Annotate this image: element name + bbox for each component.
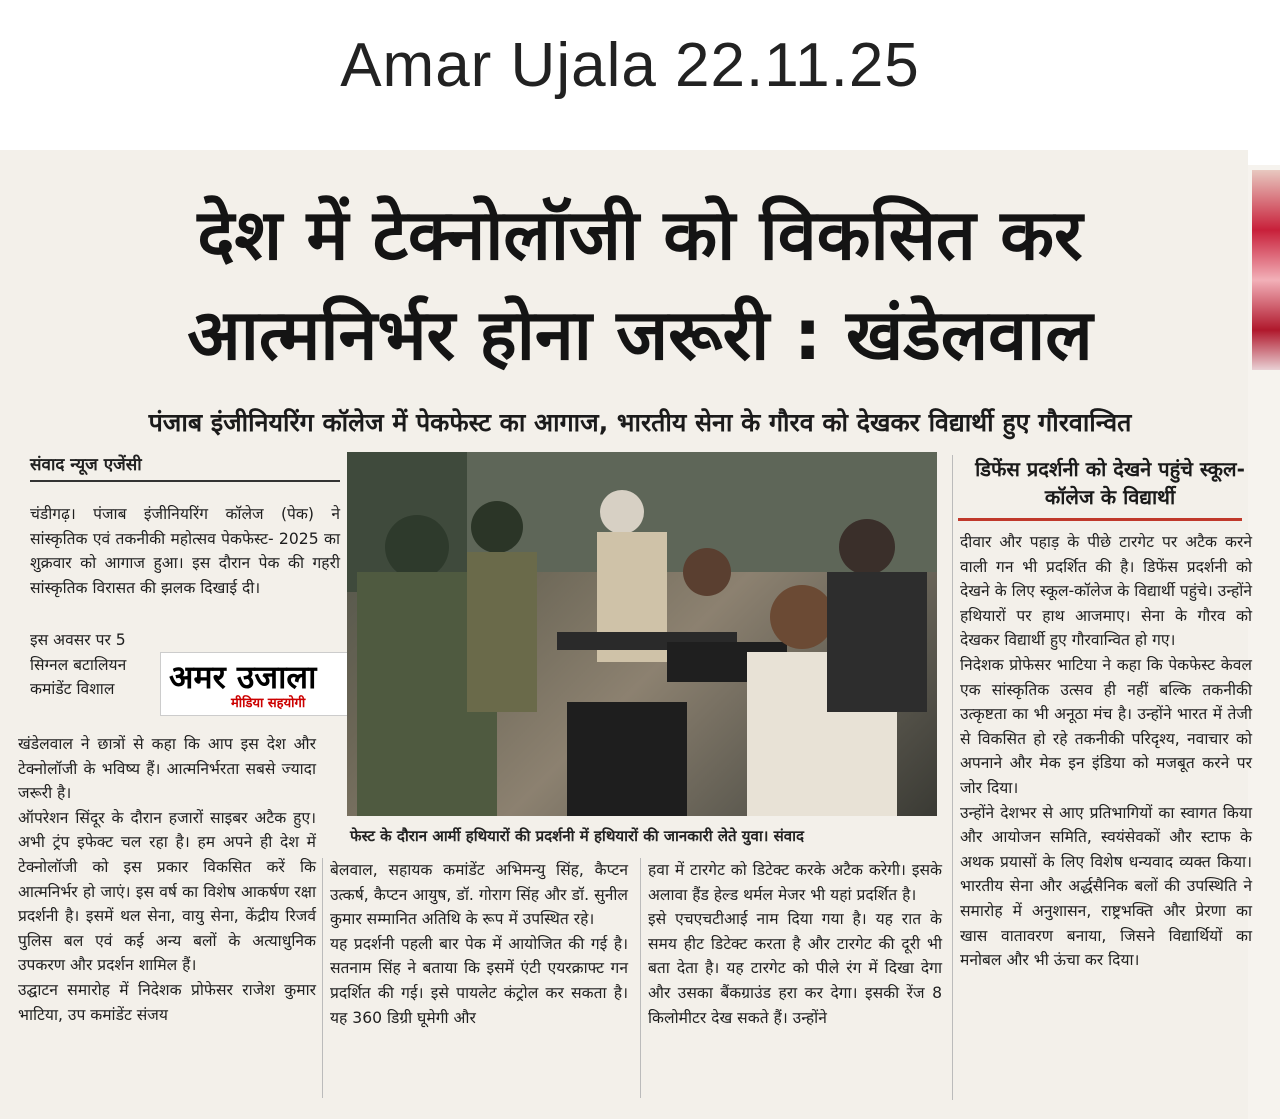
logo-name: अमर उजाला — [169, 658, 317, 696]
paragraph: ऑपरेशन सिंदूर के दौरान हजारों साइबर अटैक हुए। अभी ट्रंप इफेक्ट चल रहा है। हम अपने ही देश में टेक्नोलॉजी को इस प्रकार विकसित करें कि आत्मनिर्भर हो जाएं। इस वर्ष का विशेष आकर्षण रक्षा प्रदर्शनी है। इसमें थल सेना, वायु सेना, केंद्रीय रिजर्व पुलिस बल एवं कई अन्य बलों के अत्याधुनिक उपकरण और प्रदर्शन शामिल हैं। — [18, 808, 316, 975]
column-divider — [952, 455, 953, 1100]
paragraph: चंडीगढ़। पंजाब इंजीनियरिंग कॉलेज (पेक) ने सांस्कृतिक एवं तकनीकी महोत्सव पेकफेस्ट- 2025 का शुक्रवार को आगाज हुआ। इस दौरान पेक की गहरी सांस्कृतिक विरासत की झलक दिखाई दी। — [30, 505, 340, 597]
paragraph: हवा में टारगेट को डिटेक्ट करके अटैक करेगी। इसके अलावा हैंड हेल्ड थर्मल मेजर भी यहां प्रदर्शित है। — [648, 861, 942, 904]
logo-tagline: मीडिया सहयोगी — [231, 696, 306, 711]
byline-rule — [30, 480, 340, 482]
adjacent-page-image — [1252, 170, 1280, 370]
article-column-1-intro — [30, 502, 340, 600]
paragraph: इसे एचएचटीआई नाम दिया गया है। यह रात के समय हीट डिटेक्ट करता है और टारगेट की दूरी भी बता देता है। यह टारगेट को पीले रंग में दिखा देगा और उसका बैंकग्राउंड हरा कर देगा। इसकी रेंज 8 किलोमीटर देख सकते हैं। उन्होंने — [648, 910, 942, 1027]
news-photo — [347, 452, 937, 816]
paragraph: बेलवाल, सहायक कमांडेंट अभिमन्यु सिंह, कैप्टन उत्कर्ष, कैप्टन आयुष, डॉ. गोराग सिंह और डॉ. सुनील कुमार सम्मानित अतिथि के रूप में उपस्थित रहे। — [330, 861, 628, 929]
paragraph: इस अवसर पर 5 सिग्नल बटालियन कमांडेंट विशाल — [30, 631, 127, 699]
byline: संवाद न्यूज एजेंसी — [30, 455, 142, 475]
paragraph: निदेशक प्रोफेसर भाटिया ने कहा कि पेकफेस्ट केवल एक सांस्कृतिक उत्सव ही नहीं बल्कि तकनीकी उत्कृष्टता का भी अनूठा मंच है। उन्होंने भारत में तेजी से विकसित हो रहे तकनीकी परिदृश्य, नवाचार को अपनाने और मेक इन इंडिया को मजबूत करने पर जोर दिया। — [960, 655, 1252, 797]
paragraph: दीवार और पहाड़ के पीछे टारगेट पर अटैक करने वाली गन भी प्रदर्शित की है। डिफेंस प्रदर्शनी को देखने के लिए स्कूल-कॉलेज के विद्यार्थी पहुंचे। उन्होंने हथियारों पर हाथ आजमाए। सेना के गौरव को देखकर विद्यार्थी हुए गौरवान्वित हो गए। — [960, 533, 1252, 650]
paragraph: उन्होंने देशभर से आए प्रतिभागियों का स्वागत किया और आयोजन समिति, स्वयंसेवकों और स्टाफ के अथक प्रयासों के लिए विशेष धन्यवाद व्यक्त किया। भारतीय सेना और अर्द्धसैनिक बलों की उपस्थिति ने समारोह में अनुशासन, राष्ट्रभक्ति और प्रेरणा का खास वातावरण बनाया, जिसने विद्यार्थियों का मनोबल और भी ऊंचा कर दिया। — [960, 803, 1252, 970]
column-divider — [640, 858, 641, 1098]
article-column-3 — [648, 858, 942, 1030]
article-column-2 — [330, 858, 628, 1030]
photo-caption: फेस्ट के दौरान आर्मी हथियारों की प्रदर्शनी में हथियारों की जानकारी लेते युवा। संवाद — [350, 827, 804, 845]
sidebar-box-rule — [958, 518, 1242, 521]
paragraph: उद्घाटन समारोह में निदेशक प्रोफेसर राजेश कुमार भाटिया, उप कमांडेंट संजय — [18, 980, 316, 1024]
amar-ujala-logo — [160, 652, 350, 716]
column-divider — [322, 858, 323, 1098]
paragraph: खंडेलवाल ने छात्रों से कहा कि आप इस देश और टेक्नोलॉजी के भविष्य हैं। आत्मनिर्भरता सबसे ज्यादा जरूरी है। — [18, 735, 316, 803]
paragraph: यह प्रदर्शनी पहली बार पेक में आयोजित की गई है। सतनाम सिंह ने बताया कि इसमें एंटी एयरक्राफ्ट गन प्रदर्शित की गई। इसे पायलेट कंट्रोल कर सकता है। यह 360 डिग्री घूमेगी और — [330, 934, 628, 1027]
clipping-caption: Amar Ujala 22.11.25 — [340, 31, 920, 100]
headline-line-2: आत्मनिर्भर होना जरूरी : खंडेलवाल — [187, 294, 1093, 376]
sidebar-box-title: डिफेंस प्रदर्शनी को देखने पहुंचे स्कूल-कॉलेज के विद्यार्थी — [975, 457, 1245, 509]
photo-illustration — [347, 452, 937, 816]
headline-line-1: देश में टेक्नोलॉजी को विकसित कर — [197, 194, 1083, 276]
article-column-4 — [960, 530, 1252, 973]
article-column-1-wrap — [30, 628, 142, 702]
subheadline: पंजाब इंजीनियरिंग कॉलेज में पेकफेस्ट का आगाज, भारतीय सेना के गौरव को देखकर विद्यार्थी हुए गौरवान्वित — [148, 408, 1132, 437]
article-column-1-body — [18, 732, 316, 1027]
